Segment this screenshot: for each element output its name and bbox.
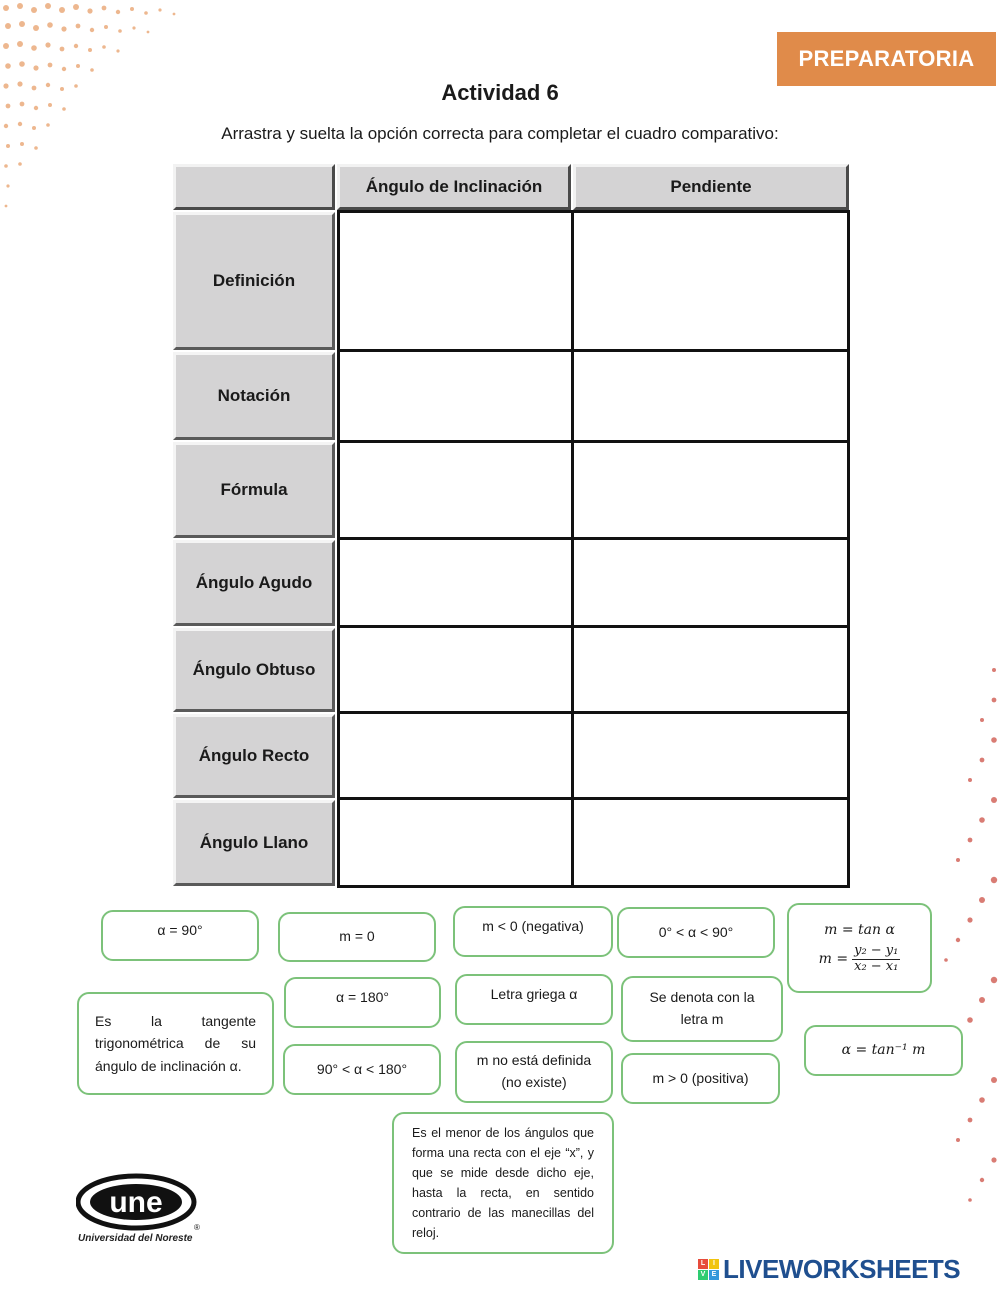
card-letra-griega[interactable]: Letra griega α	[455, 974, 613, 1025]
row-label-angulo-llano: Ángulo Llano	[173, 800, 335, 886]
drop-cell-inclinacion-notacion[interactable]	[337, 349, 574, 443]
card-m-equals-0[interactable]: m = 0	[278, 912, 436, 962]
drop-cell-pendiente-llano[interactable]	[571, 797, 850, 888]
preparatoria-badge: PREPARATORIA	[777, 32, 996, 86]
card-denota-m[interactable]: Se denota con la letra m	[621, 976, 783, 1042]
drop-cell-pendiente-recto[interactable]	[571, 711, 850, 800]
une-logo-subtitle: Universidad del Noreste	[78, 1233, 193, 1244]
card-tangente-definition[interactable]: Es la tangente trigonométrica de su ángulo de inclinación α.	[77, 992, 274, 1095]
drop-cell-inclinacion-recto[interactable]	[337, 711, 574, 800]
drop-cell-pendiente-formula[interactable]	[571, 440, 850, 540]
card-m-negative[interactable]: m < 0 (negativa)	[453, 906, 613, 957]
instruction-text: Arrastra y suelta la opción correcta para completar el cuadro comparativo:	[221, 124, 779, 143]
card-formulas[interactable]	[787, 903, 932, 993]
activity-title: Actividad 6	[441, 80, 559, 105]
liveworksheets-mark-icon: L I V E	[698, 1259, 719, 1280]
header-pendiente: Pendiente	[573, 164, 849, 210]
row-label-angulo-agudo: Ángulo Agudo	[173, 540, 335, 626]
table-corner-cell	[173, 164, 335, 210]
drop-cell-inclinacion-obtuso[interactable]	[337, 625, 574, 714]
drop-cell-pendiente-agudo[interactable]	[571, 537, 850, 628]
card-acute-range[interactable]: 0° < α < 90°	[617, 907, 775, 958]
comparison-table	[169, 160, 853, 890]
row-label-definicion: Definición	[173, 212, 335, 350]
formula-slope-fraction: $\frac{\text{y₂ − y₁}}{\text{x₂ − x₁}}$	[854, 942, 899, 974]
row-label-notacion: Notación	[173, 352, 335, 440]
drop-cell-inclinacion-llano[interactable]	[337, 797, 574, 888]
drop-cell-inclinacion-formula[interactable]	[337, 440, 574, 540]
card-m-undefined[interactable]: m no está definida (no existe)	[455, 1041, 613, 1103]
formula-slope	[819, 944, 901, 975]
row-label-angulo-obtuso: Ángulo Obtuso	[173, 628, 335, 712]
liveworksheets-text: LIVEWORKSHEETS	[723, 1254, 961, 1284]
une-logo-text: une	[109, 1186, 163, 1219]
row-label-angulo-recto: Ángulo Recto	[173, 714, 335, 798]
card-alpha-180[interactable]: α = 180°	[284, 977, 441, 1028]
card-arctan[interactable]: α = tan⁻¹ m	[804, 1025, 963, 1076]
card-m-positive[interactable]: m > 0 (positiva)	[621, 1053, 780, 1104]
card-obtuse-range[interactable]: 90° < α < 180°	[283, 1044, 441, 1095]
drop-cell-inclinacion-definicion[interactable]	[337, 210, 574, 352]
drop-cell-inclinacion-agudo[interactable]	[337, 537, 574, 628]
registered-mark: ®	[194, 1223, 200, 1232]
header-angulo-inclinacion: Ángulo de Inclinación	[337, 164, 571, 210]
row-label-formula: Fórmula	[173, 442, 335, 538]
formula-m-tan: m = tan α	[824, 922, 895, 939]
drop-cell-pendiente-definicion[interactable]	[571, 210, 850, 352]
card-alpha-90[interactable]: α = 90°	[101, 910, 259, 961]
drop-cell-pendiente-obtuso[interactable]	[571, 625, 850, 714]
drop-cell-pendiente-notacion[interactable]	[571, 349, 850, 443]
card-menor-angulo-definition[interactable]: Es el menor de los ángulos que forma una recta con el eje “x”, y que se mide desde dicho eje, hasta la recta, en sentido contrario de las manecillas del reloj.	[392, 1112, 614, 1254]
liveworksheets-brand	[698, 1254, 960, 1285]
formula-slope-lhs: m =	[818, 951, 849, 967]
